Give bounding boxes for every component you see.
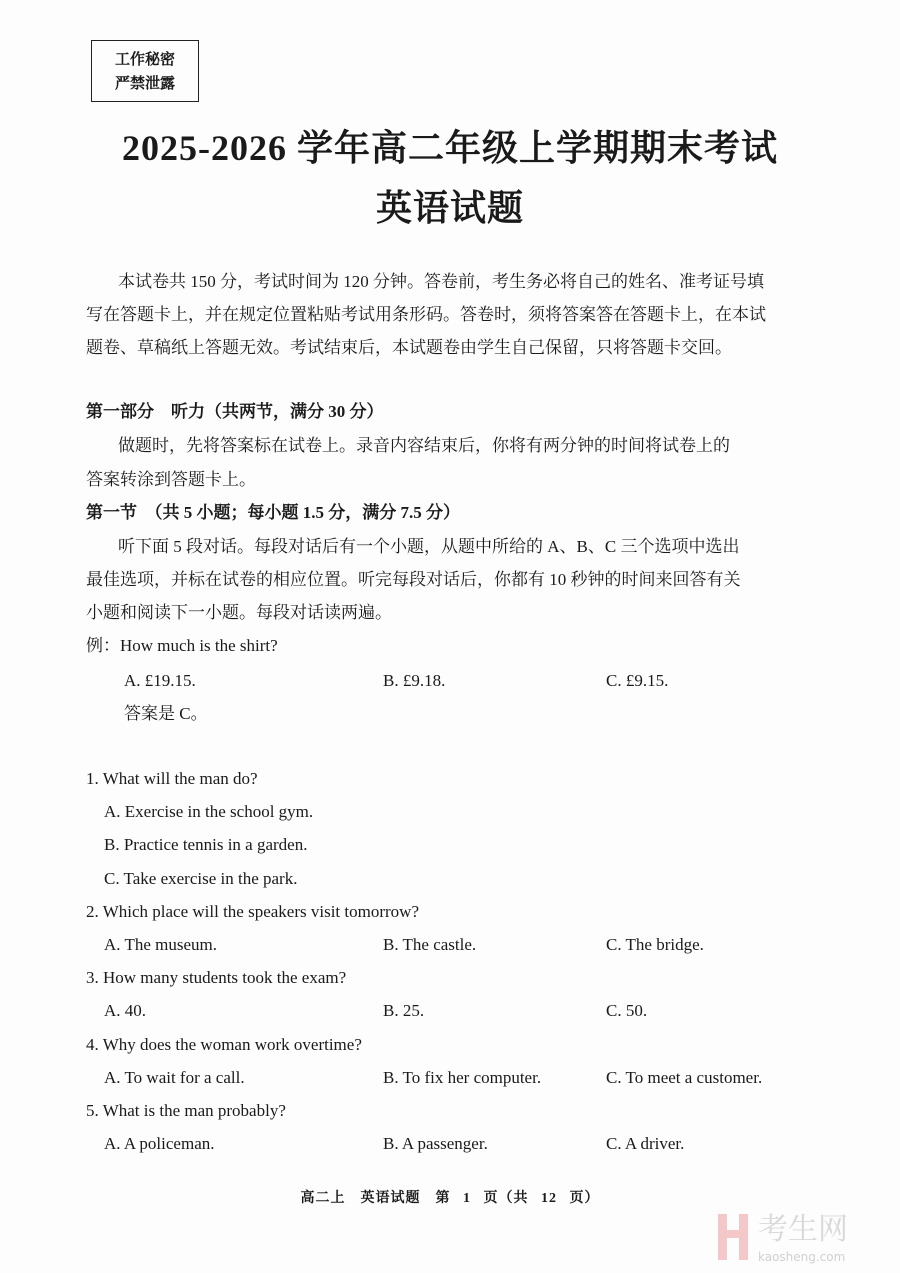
- example-option: A. £19.15.: [124, 671, 196, 690]
- option: C. To meet a customer.: [606, 1068, 763, 1087]
- watermark-name: 考生网: [758, 1212, 848, 1247]
- page-footer: 高二上 英语试题 第 1 页（共 12 页）: [300, 1191, 600, 1206]
- intro-line: 题卷、草稿纸上答题无效。考试结束后，本试题卷由学生自己保留，只将答题卡交回。: [86, 338, 732, 357]
- option: C. A driver.: [606, 1134, 685, 1153]
- option: B. To fix her computer.: [383, 1068, 542, 1087]
- option: B. The castle.: [383, 935, 477, 954]
- intro-line: 本试卷共 150 分，考试时间为 120 分钟。答卷前，考生务必将自己的姓名、准考证号填: [118, 272, 764, 291]
- option: A. A policeman.: [104, 1134, 215, 1153]
- exam-title: 2025-2026 学年高二年级上学期期末考试: [122, 128, 778, 168]
- stamp-line: 严禁泄露: [114, 74, 175, 92]
- watermark-url: kaosheng.com: [758, 1250, 846, 1264]
- part1-heading: 第一部分 听力（共两节，满分 30 分）: [86, 402, 384, 421]
- question: 2. Which place will the speakers visit tomorrow?: [86, 902, 419, 921]
- question: 5. What is the man probably?: [86, 1101, 286, 1120]
- part1-instruction: 做题时，先将答案标在试卷上。录音内容结束后，你将有两分钟的时间将试卷上的: [118, 436, 730, 455]
- section1-heading: 第一节 （共 5 小题；每小题 1.5 分，满分 7.5 分）: [86, 503, 460, 522]
- option: A. To wait for a call.: [104, 1068, 245, 1087]
- option: C. The bridge.: [606, 935, 704, 954]
- exam-subtitle: 英语试题: [375, 188, 524, 228]
- watermark-logo: [718, 1214, 888, 1266]
- option: B. 25.: [383, 1001, 425, 1020]
- section1-instruction: 最佳选项，并标在试卷的相应位置。听完每段对话后，你都有 10 秒钟的时间来回答有关: [86, 570, 741, 589]
- part1-instruction: 答案转涂到答题卡上。: [86, 470, 256, 489]
- example-option: C. £9.15.: [606, 671, 669, 690]
- option: B. Practice tennis in a garden.: [104, 835, 308, 854]
- option: A. Exercise in the school gym.: [104, 802, 314, 821]
- question: 3. How many students took the exam?: [86, 968, 347, 987]
- section1-instruction: 听下面 5 段对话。每段对话后有一个小题，从题中所给的 A、B、C 三个选项中选出: [118, 537, 740, 556]
- example-answer: 答案是 C。: [124, 704, 208, 723]
- example-question: 例：How much is the shirt?: [86, 636, 278, 655]
- stamp-line: 工作秘密: [114, 50, 175, 68]
- option: A. 40.: [104, 1001, 147, 1020]
- logo-mark-icon: [718, 1214, 748, 1260]
- confidential-stamp: [91, 40, 199, 102]
- option: C. 50.: [606, 1001, 648, 1020]
- option: C. Take exercise in the park.: [104, 869, 298, 888]
- option: B. A passenger.: [383, 1134, 488, 1153]
- example-option: B. £9.18.: [383, 671, 446, 690]
- intro-line: 写在答题卡上，并在规定位置粘贴考试用条形码。答卷时，须将答案答在答题卡上，在本试: [86, 305, 766, 324]
- question: 1. What will the man do?: [86, 769, 258, 788]
- section1-instruction: 小题和阅读下一小题。每段对话读两遍。: [86, 603, 392, 622]
- option: A. The museum.: [104, 935, 218, 954]
- question: 4. Why does the woman work overtime?: [86, 1035, 362, 1054]
